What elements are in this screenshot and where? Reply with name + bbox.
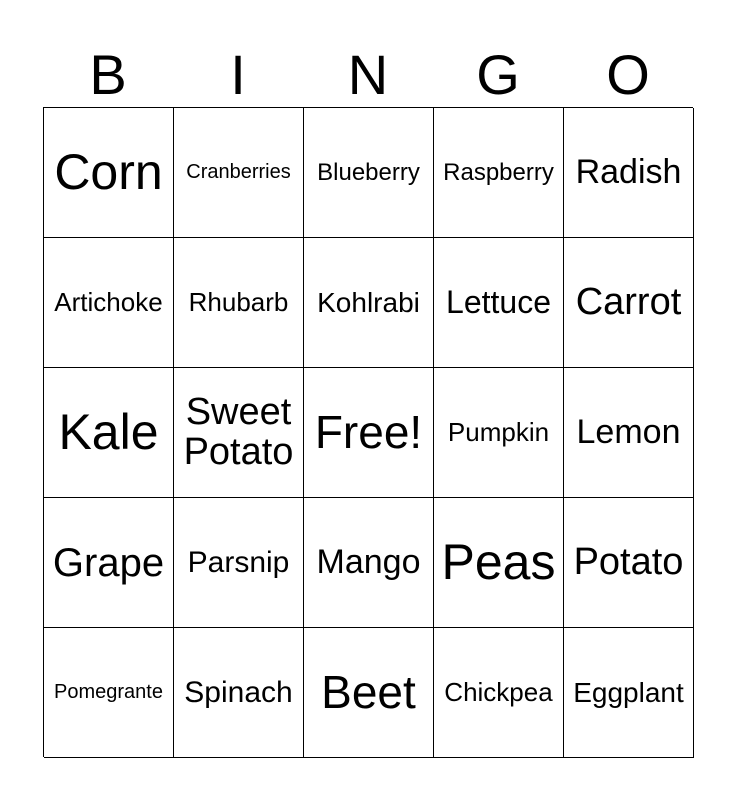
cell-label: Kale: [58, 404, 159, 461]
bingo-cell[interactable]: [304, 498, 434, 628]
cell-label: Peas: [441, 534, 556, 591]
bingo-cell[interactable]: [44, 498, 174, 628]
bingo-cell[interactable]: [174, 628, 304, 758]
cell-label: Lettuce: [446, 283, 551, 320]
cell-label: Grape: [52, 540, 165, 585]
bingo-cell[interactable]: [174, 108, 304, 238]
bingo-cell[interactable]: [564, 628, 694, 758]
bingo-cell[interactable]: [174, 238, 304, 368]
cell-label: Potato: [573, 540, 684, 583]
bingo-cell[interactable]: [44, 238, 174, 368]
bingo-cell[interactable]: [434, 498, 564, 628]
bingo-cell[interactable]: [44, 628, 174, 758]
bingo-cell[interactable]: [564, 238, 694, 368]
bingo-cell[interactable]: [44, 108, 174, 238]
bingo-cell[interactable]: [434, 108, 564, 238]
bingo-cell[interactable]: [304, 108, 434, 238]
bingo-cell[interactable]: [564, 368, 694, 498]
cell-label: Pumpkin: [447, 416, 550, 447]
bingo-cell[interactable]: [564, 498, 694, 628]
bingo-cell[interactable]: [304, 238, 434, 368]
cell-label: Beet: [321, 666, 416, 719]
bingo-cell[interactable]: [174, 498, 304, 628]
bingo-cell[interactable]: [434, 368, 564, 498]
header-letter-b: B: [89, 43, 127, 106]
bingo-cell[interactable]: [434, 238, 564, 368]
bingo-header: [43, 44, 693, 106]
cell-label: Free!: [314, 406, 423, 459]
cell-label: Parsnip: [187, 545, 290, 579]
cell-label: Cranberries: [186, 161, 291, 183]
bingo-cell[interactable]: [174, 368, 304, 498]
header-letter-n: N: [347, 43, 389, 106]
cell-label: Mango: [316, 542, 421, 581]
bingo-board: [43, 107, 693, 757]
bingo-cell-free[interactable]: [304, 368, 434, 498]
bingo-cell[interactable]: [564, 108, 694, 238]
bingo-cell[interactable]: [304, 628, 434, 758]
header-letter-i: I: [230, 43, 246, 106]
cell-label: Blueberry: [317, 158, 420, 186]
cell-label: Raspberry: [443, 158, 554, 186]
cell-label: Corn: [54, 144, 163, 201]
cell-label: Chickpea: [444, 676, 553, 707]
cell-label: Kohlrabi: [317, 286, 420, 318]
cell-label: Spinach: [184, 675, 293, 709]
cell-label: Rhubarb: [188, 286, 289, 317]
bingo-cell[interactable]: [44, 368, 174, 498]
cell-label: Radish: [575, 152, 682, 191]
cell-label: Artichoke: [54, 286, 163, 317]
cell-label: Carrot: [575, 280, 682, 323]
cell-label: Lemon: [576, 412, 681, 451]
header-letter-g: G: [476, 43, 520, 106]
cell-label: Sweet Potato: [183, 390, 294, 473]
cell-label: Pomegrante: [54, 681, 163, 703]
header-letter-o: O: [606, 43, 650, 106]
bingo-cell[interactable]: [434, 628, 564, 758]
cell-label: Eggplant: [573, 676, 684, 708]
